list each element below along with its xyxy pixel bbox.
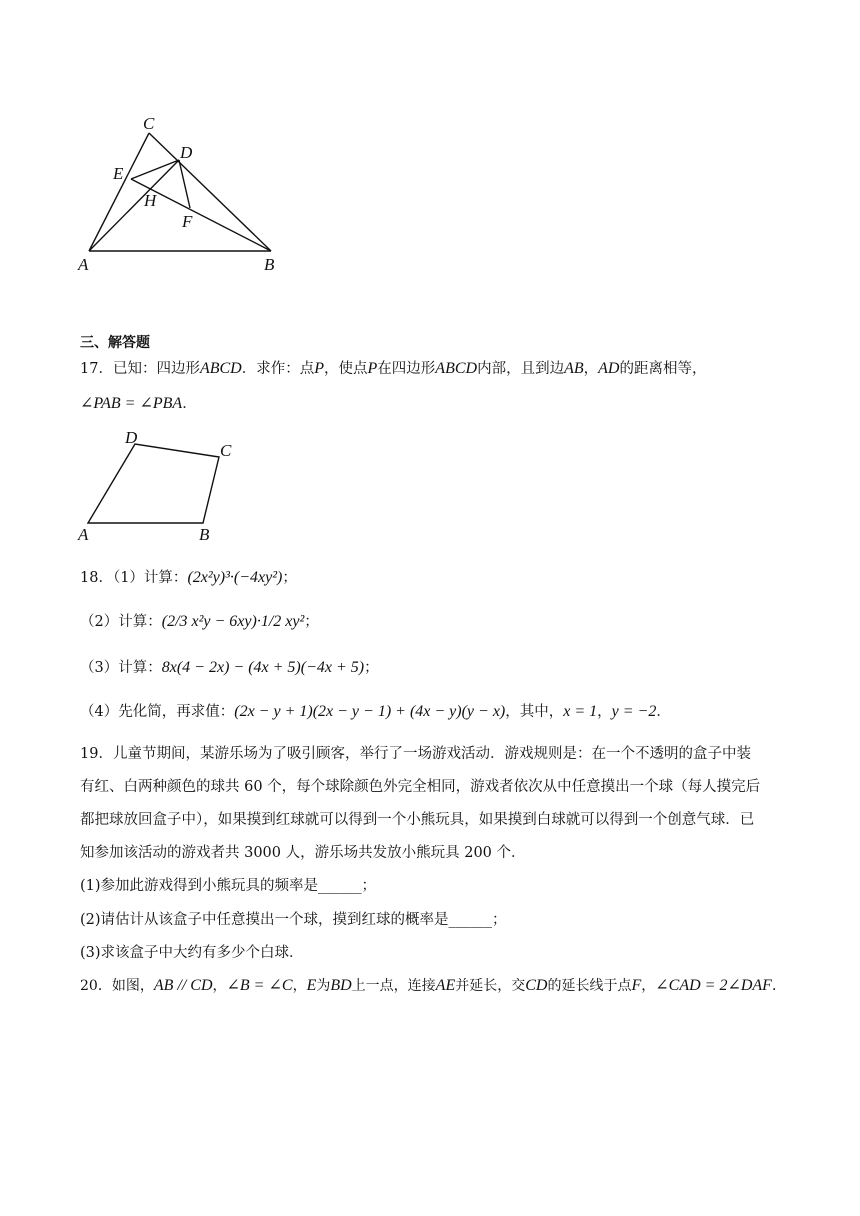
label-c: C bbox=[220, 441, 232, 460]
q17-line1: 17．已知：四边形ABCD．求作：点P，使点P在四边形ABCD内部，且到边AB，AD的距离相等， bbox=[80, 360, 707, 377]
q19-line3: 都把球放回盒子中），如果摸到红球就可以得到一个小熊玩具，如果摸到白球就可以得到一个创意气球．已 bbox=[80, 812, 755, 828]
q19-sub3: (3)求该盒子中大约有多少个白球． bbox=[80, 945, 304, 961]
geometry-figure-2 bbox=[70, 425, 270, 565]
segment-ad bbox=[89, 160, 179, 251]
q20-line1: 20．如图，AB // CD，∠B = ∠C，E为BD上一点，连接AE并延长，交CD的延长线于点F，∠CAD = 2∠DAF． bbox=[80, 977, 786, 994]
label-f: F bbox=[182, 212, 193, 231]
q18-part3: （3）计算：8x(4 − 2x) − (4x + 5)(−4x + 5)； bbox=[80, 659, 379, 676]
q19-sub1: (1)参加此游戏得到小熊玩具的频率是______； bbox=[80, 878, 377, 894]
quadrilateral-abcd bbox=[88, 444, 219, 523]
label-h: H bbox=[144, 191, 157, 210]
q17-line2: ∠PAB = ∠PBA． bbox=[80, 395, 197, 412]
q18-part2: （2）计算：(2/3 x²y − 6xy)·1/2 xy²； bbox=[80, 613, 319, 630]
segment-eb bbox=[131, 179, 271, 251]
q19-sub2: (2)请估计从该盒子中任意摸出一个球，摸到红球的概率是______； bbox=[80, 912, 507, 928]
label-e: E bbox=[113, 164, 124, 183]
label-b: B bbox=[264, 255, 275, 274]
geometry-figure-1 bbox=[60, 100, 360, 300]
label-a: A bbox=[78, 255, 89, 274]
label-a: A bbox=[78, 525, 89, 544]
label-d: D bbox=[180, 143, 193, 162]
section-title: 三、解答题 bbox=[80, 335, 150, 351]
label-c: C bbox=[143, 114, 155, 133]
q18-part4: （4）先化简，再求值：(2x − y + 1)(2x − y − 1) + (4x − y)(y − x)，其中，x = 1，y = −2． bbox=[80, 703, 671, 720]
q19-line4: 知参加该活动的游戏者共 3000 人，游乐场共发放小熊玩具 200 个． bbox=[80, 845, 526, 861]
q19-line2: 有红、白两种颜色的球共 60 个，每个球除颜色外完全相同，游戏者依次从中任意摸出一个球（每人摸完后 bbox=[80, 779, 761, 795]
q19-line1: 19．儿童节期间，某游乐场为了吸引顾客，举行了一场游戏活动．游戏规则是：在一个不透明的盒子中装 bbox=[80, 746, 751, 762]
label-b: B bbox=[199, 525, 210, 544]
segment-ed bbox=[131, 160, 179, 179]
segment-ac bbox=[89, 133, 149, 251]
q18-part1: 18．（1）计算：(2x²y)³·(−4xy²)； bbox=[80, 569, 297, 586]
label-d: D bbox=[125, 428, 138, 447]
segment-cb bbox=[149, 133, 271, 251]
